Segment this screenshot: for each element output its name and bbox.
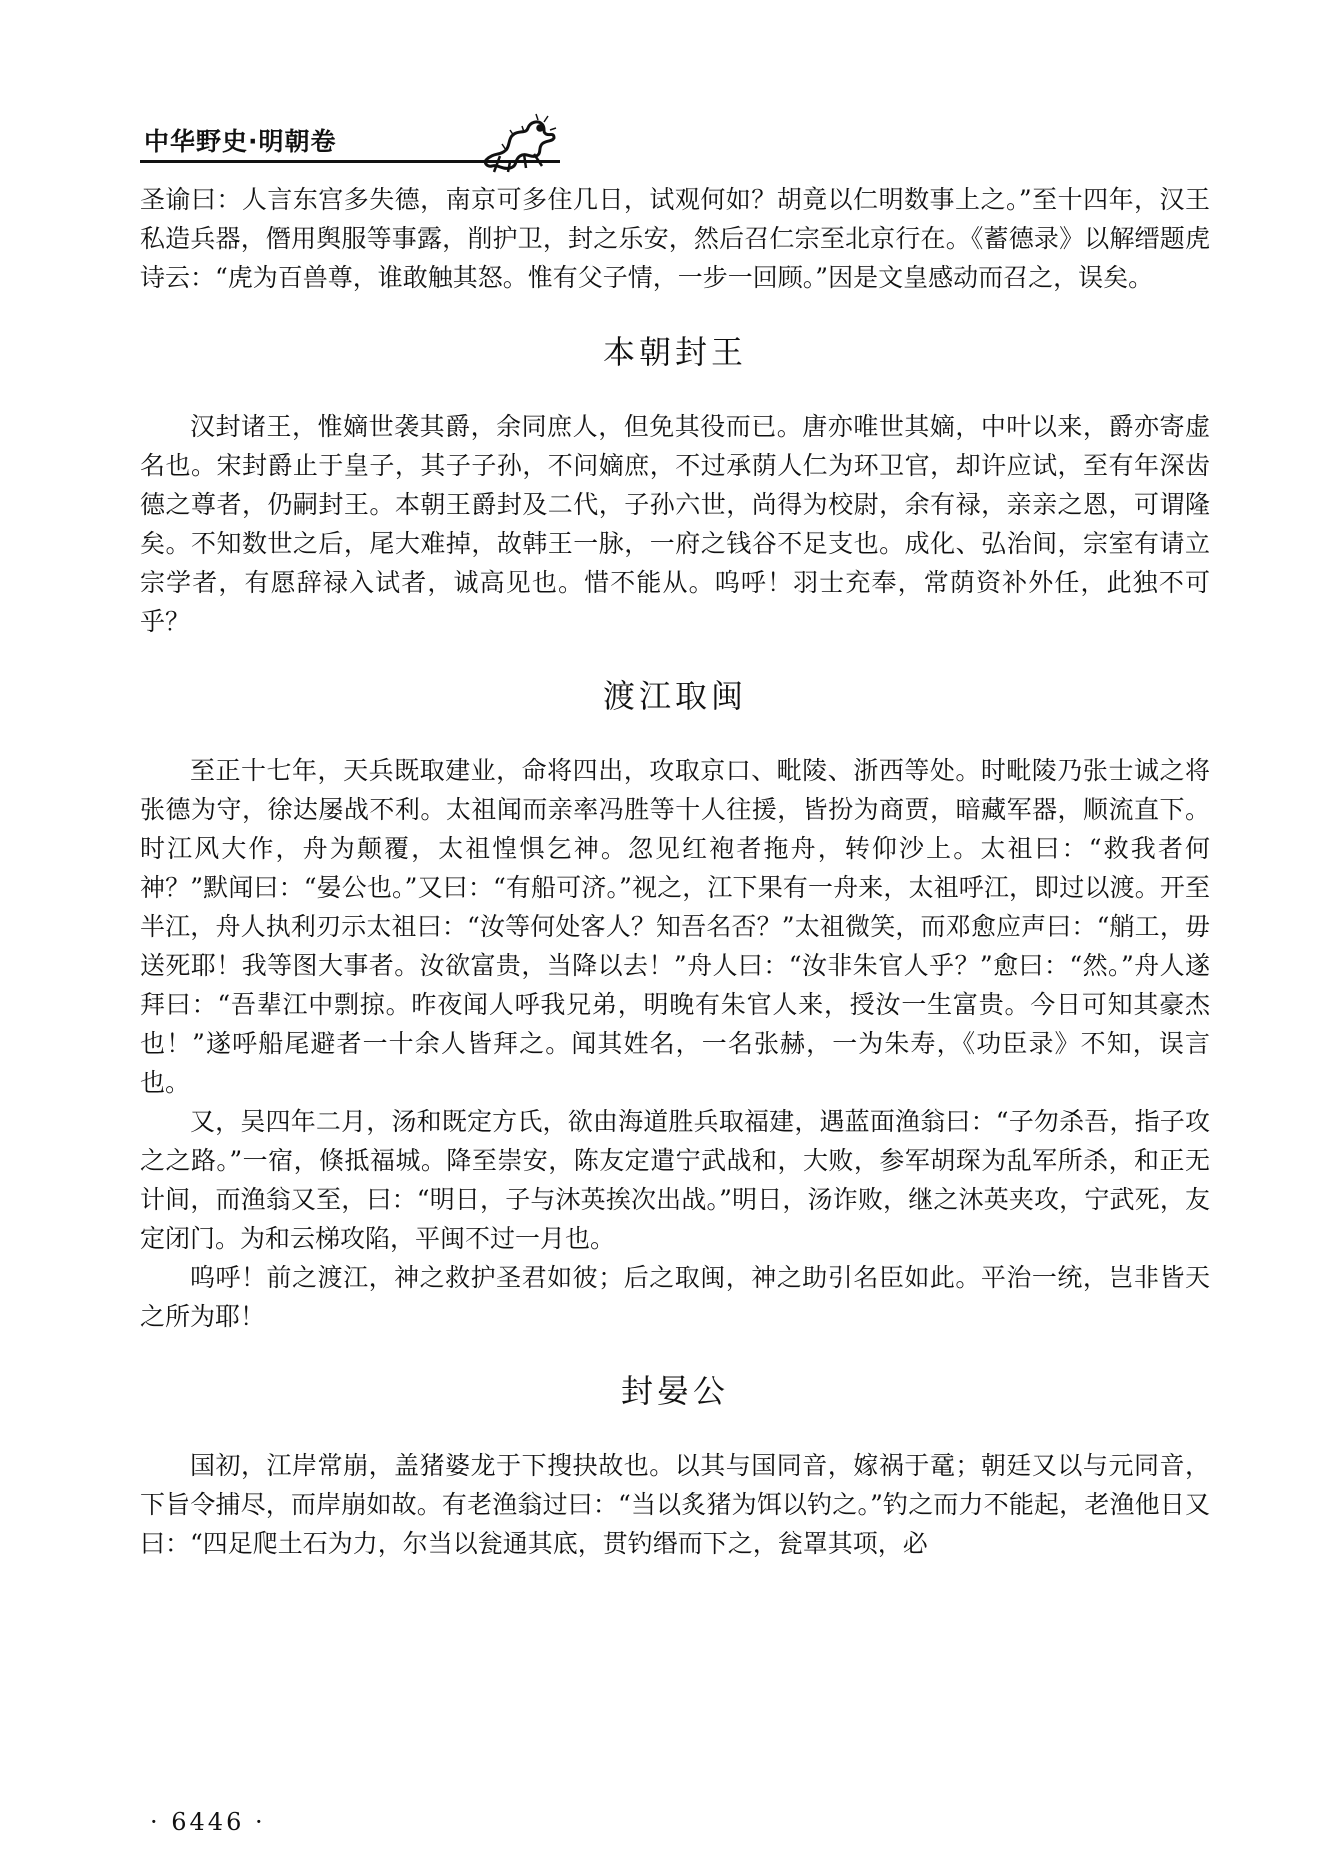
section-paragraph: 又，吴四年二月，汤和既定方氏，欲由海道胜兵取福建，遇蓝面渔翁曰：“子勿杀吾，指子攻之之路。”一宿，倏抵福城。降至崇安，陈友定遣宁武战和，大败，参军胡琛为乱军所杀，和正无计间，而渔翁又至，曰：“明日，子与沐英挨次出战。”明日，汤诈败，继之沐英夹攻，宁武死，友定闭门。为和云梯攻陷，平闽不过一月也。 [140, 1107, 1210, 1253]
page-number: · 6446 · [150, 1808, 266, 1836]
section-title: 本朝封王 [602, 333, 747, 371]
intro-paragraph: 圣谕曰：人言东宫多失德，南京可多住几日，试观何如？胡竟以仁明数事上之。”至十四年，汉王私造兵器，僭用舆服等事露，削护卫，封之乐安，然后召仁宗至北京行在。《蓄德录》以解缙题虎诗云：“虎为百兽尊，谁敢触其怒。惟有父子情，一步一回顾。”因是文皇感动而召之，误矣。 [140, 185, 1210, 292]
section-paragraph: 呜呼！前之渡江，神之救护圣君如彼；后之取闽，神之助引名臣如此。平治一统，岂非皆天之所为耶！ [140, 1263, 1210, 1331]
book-title: 中华野史·明朝卷 [144, 127, 337, 156]
section-title: 渡江取闽 [602, 677, 747, 715]
section-title: 封晏公 [620, 1372, 729, 1410]
section-paragraph: 汉封诸王，惟嫡世袭其爵，余同庶人，但免其役而已。唐亦唯世其嫡，中叶以来，爵亦寄虚名也。宋封爵止于皇子，其子子孙，不问嫡庶，不过承荫人仁为环卫官，却许应试，至有年深齿德之尊者，仍嗣封王。本朝王爵封及二代，子孙六世，尚得为校尉，余有禄，亲亲之恩，可谓隆矣。不知数世之后，尾大难掉，故韩王一脉，一府之钱谷不足支也。成化、弘治间，宗室有请立宗学者，有愿辞禄入试者，诚高见也。惜不能从。呜呼！羽士充奉，常荫资补外任，此独不可乎？ [140, 412, 1210, 636]
section-paragraph: 至正十七年，天兵既取建业，命将四出，攻取京口、毗陵、浙西等处。时毗陵乃张士诚之将张德为守，徐达屡战不利。太祖闻而亲率冯胜等十人往援，皆扮为商贾，暗藏军器，顺流直下。时江风大作，舟为颠覆，太祖惶惧乞神。忽见红袍者拖舟，转仰沙上。太祖曰：“救我者何神？”默闻曰：“晏公也。”又曰：“有船可济。”视之，江下果有一舟来，太祖呼江，即过以渡。开至半江，舟人执利刃示太祖曰：“汝等何处客人？知吾名否？”太祖微笑，而邓愈应声曰：“艄工，毋送死耶！我等图大事者。汝欲富贵，当降以去！”舟人曰：“汝非朱官人乎？”愈曰：“然。”舟人遂拜曰：“吾辈江中剽掠。昨夜闻人呼我兄弟，明晚有朱官人来，授汝一生富贵。今日可知其豪杰也！”遂呼船尾避者一十余人皆拜之。闻其姓名，一名张赫，一为朱寿，《功臣录》不知，误言也。 [140, 756, 1210, 1097]
main-text [140, 180, 1210, 1563]
dragon-emblem-icon [480, 112, 558, 174]
section-paragraph: 国初，江岸常崩，盖猪婆龙于下搜抉故也。以其与国同音，嫁祸于鼋；朝廷又以与元同音，下旨令捕尽，而岸崩如故。有老渔翁过曰：“当以炙猪为饵以钓之。”钓之而力不能起，老渔他日又曰：“四足爬土石为力，尔当以瓮通其底，贯钓缗而下之，瓮罩其项，必 [140, 1451, 1210, 1558]
